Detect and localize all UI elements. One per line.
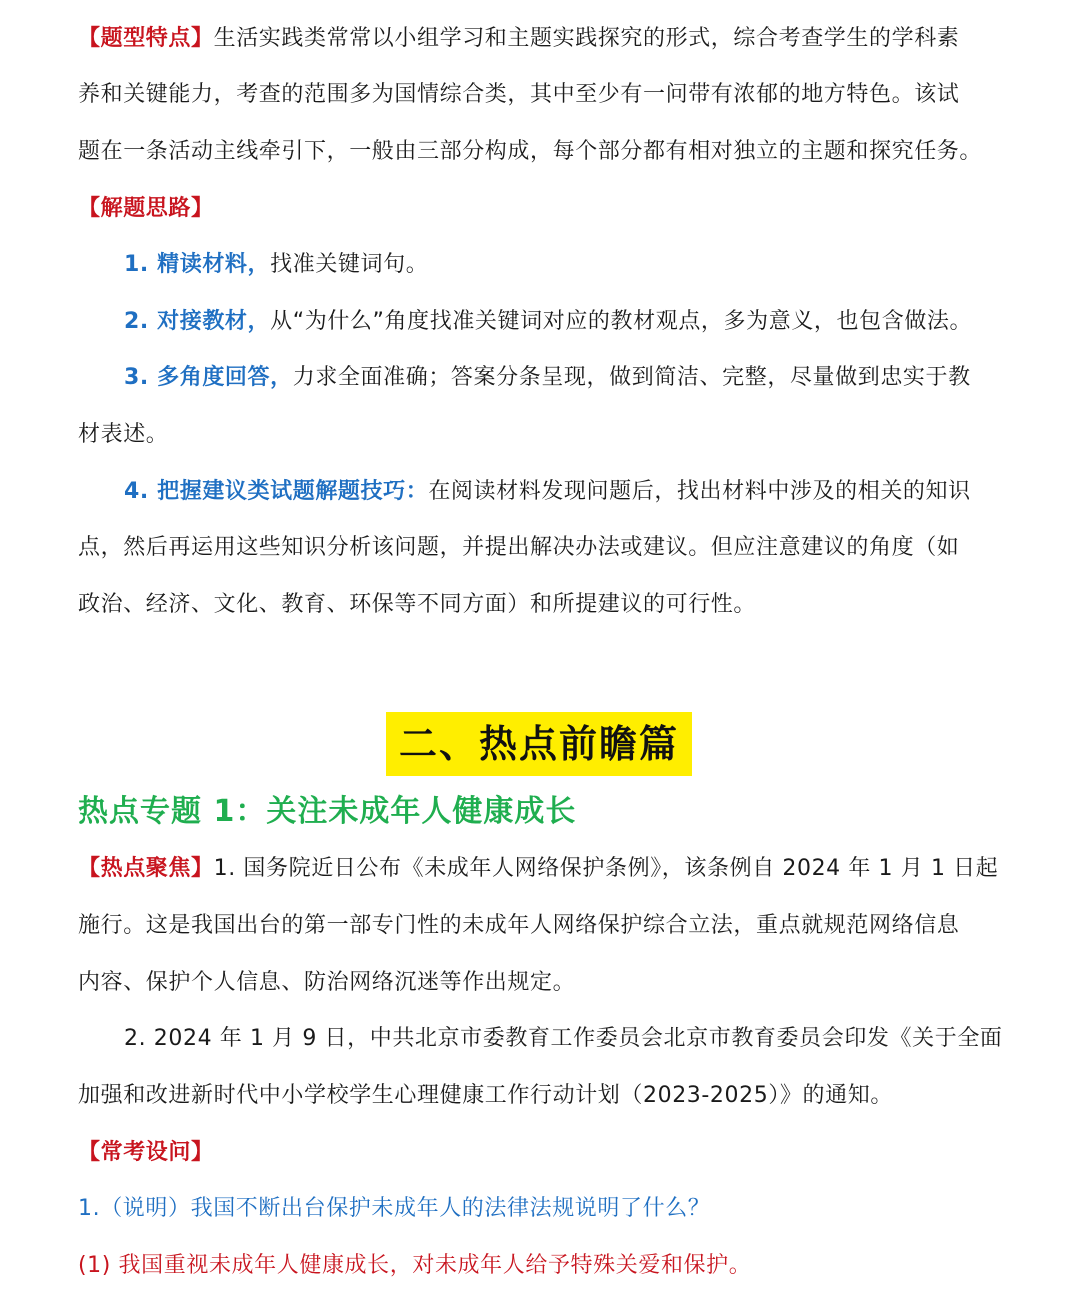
features-paragraph-line-3: 题在一条活动主线牵引下，一般由三部分构成，每个部分都有相对独立的主题和探究任务。 (78, 139, 983, 164)
step-1-head: 1. 精读材料， (124, 252, 271, 277)
section-heading-highlight (386, 712, 692, 776)
approach-step-3-continued: 材表述。 (78, 422, 169, 447)
focus-label: 【热点聚焦】 (78, 856, 214, 881)
step-4-head: 4. 把握建议类试题解题技巧： (124, 479, 429, 504)
approach-label: 【解题思路】 (78, 196, 214, 221)
approach-step-4 (124, 477, 1054, 507)
step-2-head: 2. 对接教材， (124, 309, 271, 334)
approach-step-1 (124, 250, 1054, 280)
step-3-head: 3. 多角度回答， (124, 365, 293, 390)
question-1: 1.（说明）我国不断出台保护未成年人的法律法规说明了什么？ (78, 1196, 711, 1221)
answer-1: (1) 我国重视未成年人健康成长，对未成年人给予特殊关爱和保护。 (78, 1253, 752, 1278)
step-2-body: 从“为什么”角度找准关键词对应的教材观点，多为意义，也包含做法。 (270, 309, 973, 334)
step-1-body: 找准关键词句。 (270, 252, 429, 277)
approach-step-3 (124, 363, 1054, 393)
questions-label: 【常考设问】 (78, 1140, 214, 1165)
features-text-1: 生活实践类常常以小组学习和主题实践探究的形式，综合考查学生的学科素 (213, 26, 960, 51)
section-heading: 二、热点前瞻篇 (398, 722, 679, 766)
focus-1-text-1: 1. 国务院近日公布《未成年人网络保护条例》，该条例自 2024 年 1 月 1 日起 (213, 856, 999, 881)
step-3-body-1: 力求全面准确；答案分条呈现，做到简洁、完整，尽量做到忠实于教 (292, 365, 971, 390)
features-paragraph-line-1 (78, 24, 1008, 54)
approach-step-4-line-2: 点，然后再运用这些知识分析该问题，并提出解决办法或建议。但应注意建议的角度（如 (78, 535, 960, 560)
topic-title: 热点专题 1：关注未成年人健康成长 (78, 794, 577, 829)
focus-paragraph-line-3: 内容、保护个人信息、防治网络沉迷等作出规定。 (78, 970, 576, 995)
focus-2-line-2: 加强和改进新时代中小学校学生心理健康工作行动计划（2023-2025）》的通知。 (78, 1083, 893, 1108)
approach-step-2 (124, 307, 1054, 337)
focus-paragraph-line-2: 施行。这是我国出台的第一部专门性的未成年人网络保护综合立法，重点就规范网络信息 (78, 913, 960, 938)
approach-step-4-line-3: 政治、经济、文化、教育、环保等不同方面）和所提建议的可行性。 (78, 592, 757, 617)
features-paragraph-line-2: 养和关键能力，考查的范围多为国情综合类，其中至少有一问带有浓郁的地方特色。该试 (78, 82, 960, 107)
step-4-body-1: 在阅读材料发现问题后，找出材料中涉及的相关的知识 (428, 479, 971, 504)
features-label: 【题型特点】 (78, 26, 214, 51)
focus-2-line-1: 2. 2024 年 1 月 9 日，中共北京市委教育工作委员会北京市教育委员会印发《关于全面 (124, 1026, 1003, 1051)
focus-paragraph-line-1 (78, 854, 1008, 884)
